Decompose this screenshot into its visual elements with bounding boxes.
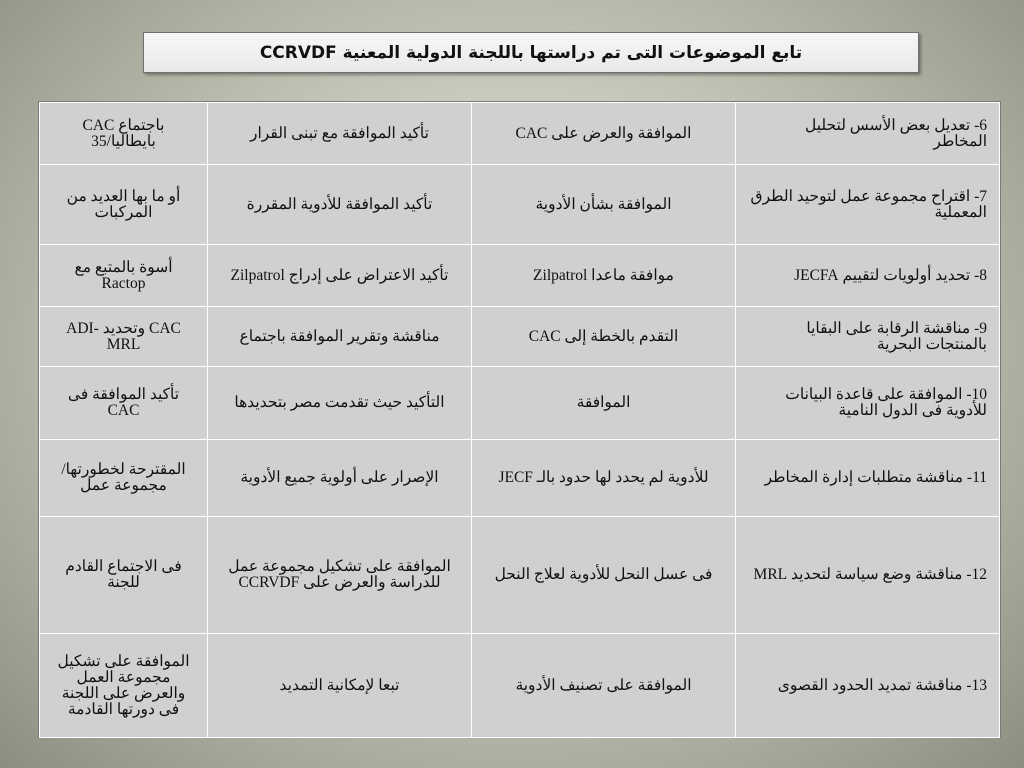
table-cell: أو ما بها العديد من المركبات	[40, 165, 208, 245]
table-cell-topic: 9- مناقشة الرقابة على البقايا بالمنتجات البحرية	[736, 307, 1000, 367]
table-row	[40, 307, 1000, 367]
table-cell: الموافقة	[472, 367, 736, 440]
table-cell: CAC وتحديد ADI-MRL	[40, 307, 208, 367]
table-cell-topic: 10- الموافقة على قاعدة البيانات للأدوية فى الدول النامية	[736, 367, 1000, 440]
table-cell: للأدوية لم يحدد لها حدود بالـ JECF	[472, 440, 736, 517]
topics-table-container	[38, 101, 1001, 738]
table-cell: تأكيد الموافقة مع تبنى القرار	[208, 103, 472, 165]
table-cell-topic: 11- مناقشة متطلبات إدارة المخاطر	[736, 440, 1000, 517]
table-cell: المقترحة لخطورتها/ مجموعة عمل	[40, 440, 208, 517]
table-cell: التقدم بالخطة إلى CAC	[472, 307, 736, 367]
table-row	[40, 440, 1000, 517]
table-cell: الإصرار على أولوية جميع الأدوية	[208, 440, 472, 517]
table-row	[40, 165, 1000, 245]
table-row	[40, 367, 1000, 440]
table-cell-topic: 13- مناقشة تمديد الحدود القصوى	[736, 634, 1000, 738]
table-cell-topic: 8- تحديد أولويات لتقييم JECFA	[736, 245, 1000, 307]
table-cell: موافقة ماعدا Zilpatrol	[472, 245, 736, 307]
table-cell-topic: 7- اقتراح مجموعة عمل لتوحيد الطرق المعملية	[736, 165, 1000, 245]
slide-title: تابع الموضوعات التى تم دراستها باللجنة الدولية المعنية CCRVDF	[259, 42, 803, 63]
table-cell: أسوة بالمتبع مع Ractop	[40, 245, 208, 307]
table-cell: مناقشة وتقرير الموافقة باجتماع	[208, 307, 472, 367]
table-cell: الموافقة والعرض على CAC	[472, 103, 736, 165]
table-cell: تأكيد الاعتراض على إدراج Zilpatrol	[208, 245, 472, 307]
table-cell: تأكيد الموافقة فى CAC	[40, 367, 208, 440]
topics-table	[39, 102, 1000, 738]
table-cell: باجتماع CAC بايطاليا/35	[40, 103, 208, 165]
table-cell: تبعا لإمكانية التمديد	[208, 634, 472, 738]
table-row	[40, 103, 1000, 165]
table-cell: فى عسل النحل للأدوية لعلاج النحل	[472, 517, 736, 634]
table-cell: الموافقة على تشكيل مجموعة العمل والعرض على اللجنة فى دورتها القادمة	[40, 634, 208, 738]
table-row	[40, 517, 1000, 634]
table-cell: الموافقة على تشكيل مجموعة عمل للدراسة والعرض على CCRVDF	[208, 517, 472, 634]
table-cell-topic: 6- تعديل بعض الأسس لتحليل المخاطر	[736, 103, 1000, 165]
slide-title-box	[143, 32, 919, 73]
table-row	[40, 634, 1000, 738]
table-cell: الموافقة بشأن الأدوية	[472, 165, 736, 245]
table-cell: الموافقة على تصنيف الأدوية	[472, 634, 736, 738]
table-row	[40, 245, 1000, 307]
table-cell: التأكيد حيث تقدمت مصر بتحديدها	[208, 367, 472, 440]
table-cell: تأكيد الموافقة للأدوية المقررة	[208, 165, 472, 245]
table-cell-topic: 12- مناقشة وضع سياسة لتحديد MRL	[736, 517, 1000, 634]
table-cell: فى الاجتماع القادم للجنة	[40, 517, 208, 634]
